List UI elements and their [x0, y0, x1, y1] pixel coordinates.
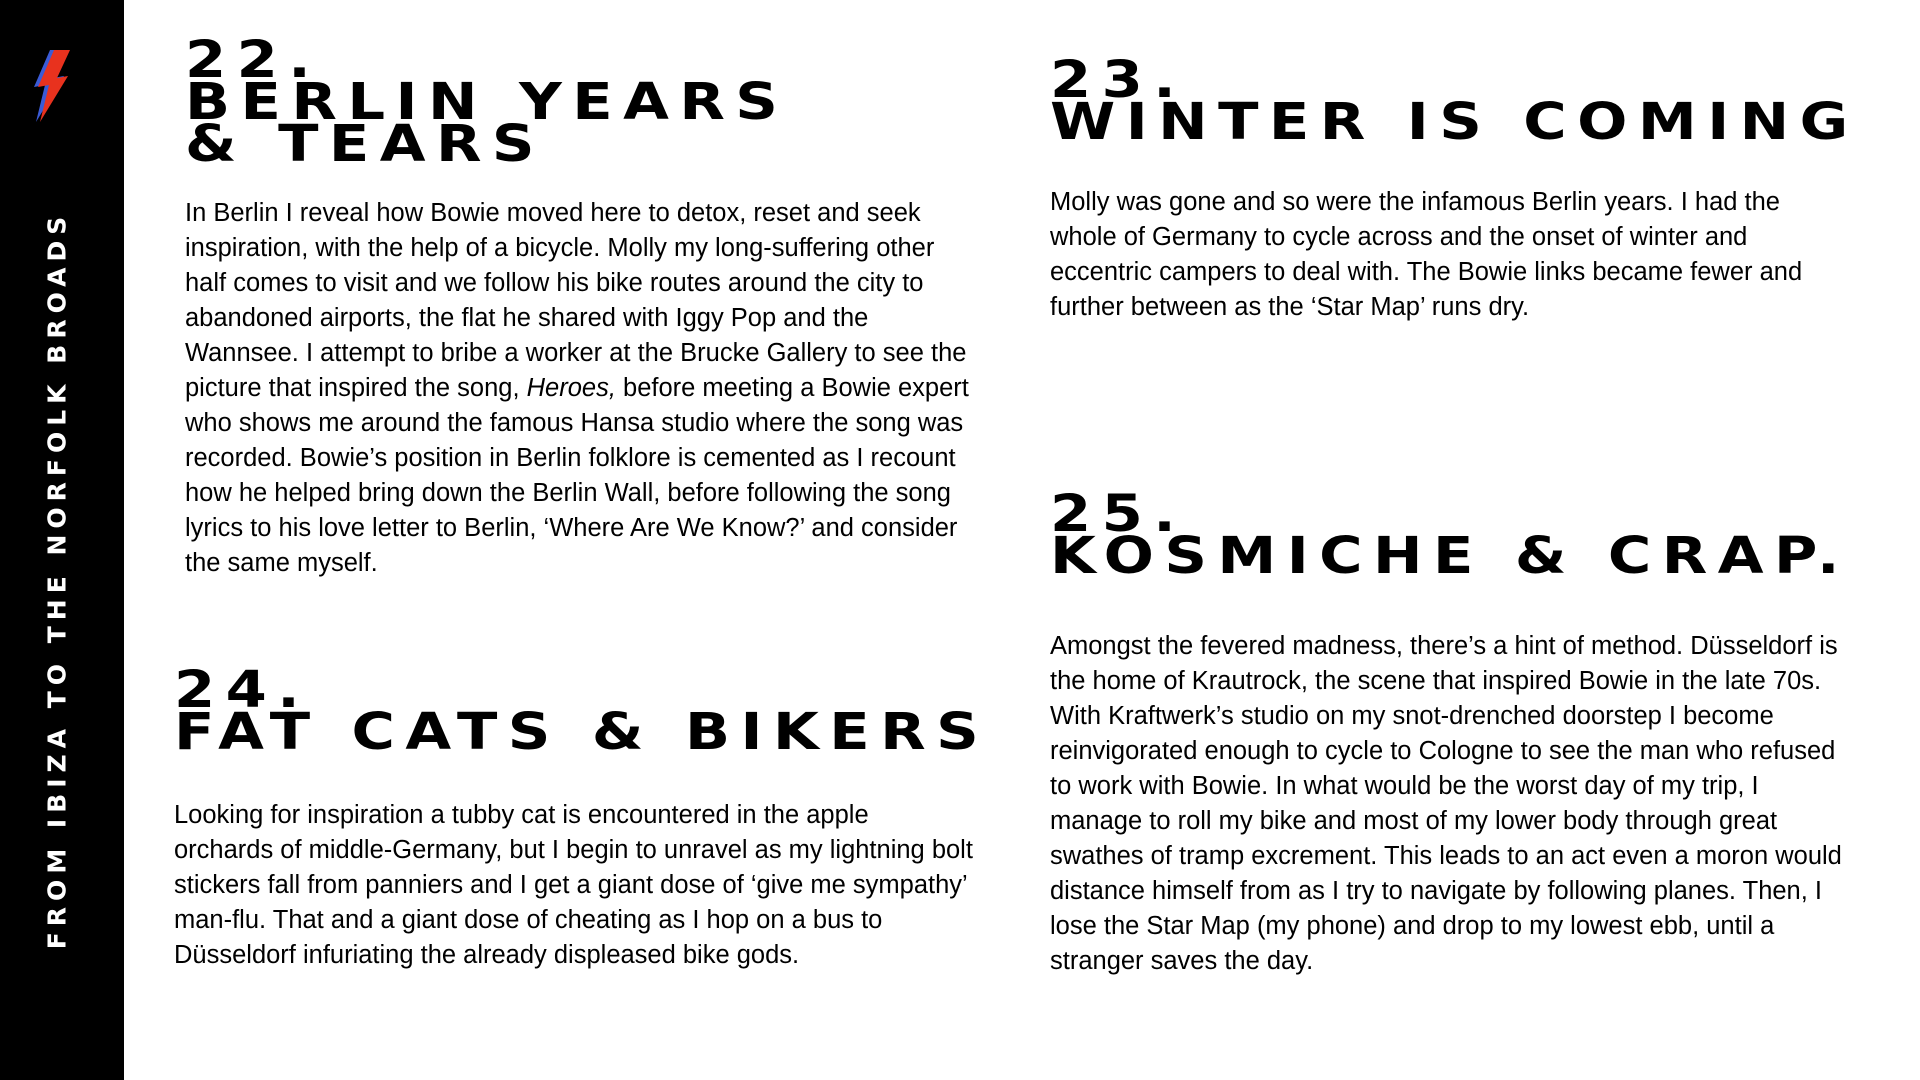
chapter-22-body [185, 196, 975, 581]
chapter-23 [1050, 51, 1859, 325]
chapter-number: 25. [1050, 485, 1187, 544]
chapter-24-body: Looking for inspiration a tubby cat is encountered in the apple orchards of middle-Germany, but I begin to unravel as my lightning bolt stickers fall from panniers and I get a giant dose of ‘give me sympathy’ man-flu. That and a giant dose of cheating as I hop on a bus to Düsseldorf infuriating the already displeased bike gods. [174, 800, 973, 969]
body-text-part: before meeting a Bowie expert who shows me around the famous Hansa studio where the song was recorded. Bowie’s position in Berlin folklore is cemented as I recount how he helped bring down the Berlin Wall, before following the song lyrics to his love letter to Berlin, ‘Where Are We Know?’ and consider the same myself. [185, 374, 969, 578]
lightning-bolt-icon [30, 48, 86, 124]
chapter-number: 23. [1050, 51, 1187, 110]
chapter-title: KOSMICHE & CRAP. [1050, 526, 1850, 586]
chapter-title: FAT CATS & BIKERS [174, 702, 990, 762]
chapter-title-line-1: BERLIN YEARS [185, 72, 789, 132]
chapter-22 [185, 31, 975, 581]
chapter-25 [1050, 485, 1850, 979]
chapter-23-body: Molly was gone and so were the infamous Berlin years. I had the whole of Germany to cycle across and the onset of winter and eccentric campers to deal with. The Bowie links became fewer and further between as the ‘Star Map’ runs dry. [1050, 187, 1803, 321]
chapter-25-heading [1050, 485, 1920, 586]
body-text-part: In Berlin I reveal how Bowie moved here to detox, reset and seek inspiration, with the help of a bicycle. Molly my long-suffering other half comes to visit and we follow his bike routes around the city to abandoned airports, the flat he shared with Iggy Pop and the Wannsee. I attempt to bribe a worker at the Brucke Gallery to see the picture that inspired the song, [185, 199, 967, 403]
chapter-23-heading [1050, 51, 1920, 152]
chapter-25-body: Amongst the fevered madness, there’s a hint of method. Düsseldorf is the home of Krautrock, the scene that inspired Bowie in the late 70s. With Kraftwerk’s studio on my snot-drenched doorstep I become reinvigorated enough to cycle to Cologne to see the man who refused to work with Bowie. In what would be the worst day of my trip, I manage to roll my bike and most of my lower body through great swathes of tramp excrement. This leads to an act even a moron would distance himself from as I try to navigate by following planes. Then, I lose the Star Map (my phone) and drop to my lowest ebb, until a stranger saves the day. [1050, 631, 1842, 975]
chapter-number: 24. [174, 661, 311, 720]
sidebar-vertical-title: FROM IBIZA TO THE NORFOLK BROADS [42, 210, 72, 950]
chapter-24 [174, 661, 990, 973]
chapter-number: 22. [185, 31, 322, 90]
chapter-22-heading [185, 31, 1101, 174]
chapter-title: WINTER IS COMING [1050, 92, 1859, 152]
sidebar [0, 0, 124, 1080]
chapter-24-heading [174, 661, 1102, 762]
chapter-title-line-2: & TEARS [185, 114, 545, 174]
song-title-heroes: Heroes, [526, 374, 616, 403]
